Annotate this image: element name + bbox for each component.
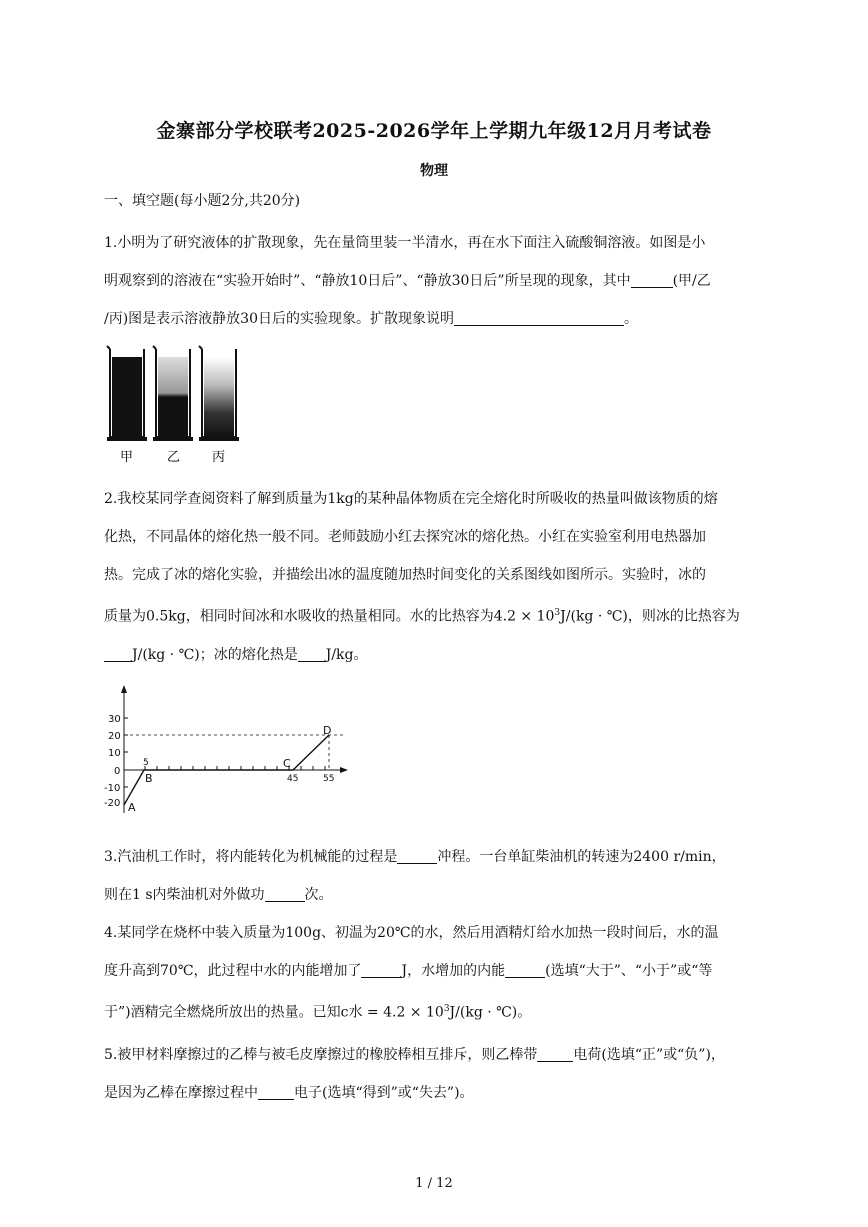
answer-blank[interactable] bbox=[454, 309, 624, 326]
y-tick: 10 bbox=[108, 748, 121, 759]
answer-blank[interactable] bbox=[298, 645, 326, 662]
label-jia: 甲 bbox=[120, 450, 134, 465]
y-tick: -20 bbox=[104, 798, 121, 809]
q2-line-3: 热。完成了冰的熔化实验，并描绘出冰的温度随加热时间变化的关系图线如图所示。实验时，冰的 bbox=[104, 567, 706, 583]
label-yi: 乙 bbox=[167, 450, 181, 465]
q3-line-2: 则在1 s内柴油机对外做功 次。 bbox=[104, 887, 333, 903]
answer-blank[interactable] bbox=[258, 1083, 294, 1100]
answer-blank[interactable] bbox=[505, 961, 545, 978]
q4-line-1: 4.某同学在烧杯中装入质量为100g、初温为20℃的水，然后用酒精灯给水加热一段时间后，水的温 bbox=[104, 925, 719, 941]
y-tick: 20 bbox=[108, 731, 121, 742]
answer-blank[interactable] bbox=[104, 645, 132, 662]
q5-line-2: 是因为乙棒在摩擦过程中 电子(选填“得到”或“失去”)。 bbox=[104, 1085, 474, 1101]
q1-line-1: 1.小明为了研究液体的扩散现象，先在量筒里装一半清水，再在水下面注入硫酸铜溶液。如图是小 bbox=[104, 235, 706, 251]
q1-line-2: 明观察到的溶液在“实验开始时”、“静放10日后”、“静放30日后”所呈现的现象，其中 (甲/乙 bbox=[104, 273, 711, 289]
cylinder-yi bbox=[153, 346, 193, 441]
q4-line-2: 度升高到70℃，此过程中水的内能增加了 J，水增加的内能 (选填“大于”、“小于”或“等 bbox=[104, 963, 713, 979]
q2-temperature-graph bbox=[100, 685, 360, 820]
exam-title: 金寨部分学校联考2025-2026学年上学期九年级12月月考试卷 bbox=[156, 120, 712, 142]
q2-line-4: 质量为0.5kg，相同时间冰和水吸收的热量相同。水的比热容为$4.2 \times 10^3J/(kg$ · ℃)，则冰的比热容为 bbox=[104, 608, 740, 625]
x-tick: 45 bbox=[287, 774, 299, 784]
point-label-c: C bbox=[283, 757, 291, 770]
subject-label: 物理 bbox=[420, 163, 448, 179]
q3-line-1: 3.汽油机工作时，将内能转化为机械能的过程是 冲程。一台单缸柴油机的转速为2400 r/min， bbox=[104, 849, 726, 865]
cylinder-bing bbox=[199, 346, 239, 441]
point-label-b: B bbox=[145, 772, 153, 785]
page-number: 1 / 12 bbox=[415, 1176, 453, 1191]
answer-blank[interactable] bbox=[361, 961, 401, 978]
answer-blank[interactable] bbox=[265, 885, 305, 902]
y-tick: -10 bbox=[104, 783, 121, 794]
y-tick: 0 bbox=[114, 766, 121, 777]
q1-cylinders-figure bbox=[104, 345, 244, 470]
question-5 bbox=[104, 1036, 768, 1112]
point-label-a: A bbox=[128, 801, 136, 814]
cylinder-jia bbox=[107, 346, 147, 441]
question-4 bbox=[104, 914, 768, 1032]
question-1 bbox=[104, 224, 768, 338]
q2-line-1: 2.我校某同学查阅资料了解到质量为1kg的某种晶体物质在完全熔化时所吸收的热量叫做该物质的熔 bbox=[104, 491, 718, 507]
q2-line-5: J/(kg · ℃)；冰的熔化热是 J/kg。 bbox=[104, 636, 768, 674]
label-bing: 丙 bbox=[212, 450, 226, 465]
answer-blank[interactable] bbox=[397, 847, 437, 864]
q4-line-3: 于”)酒精完全燃烧所放出的热量。已知c水 = $4.2 \times 10^3J/(kg$ · ℃)。 bbox=[104, 1004, 532, 1021]
question-2 bbox=[104, 480, 768, 674]
x-tick: 55 bbox=[323, 774, 335, 784]
point-label-d: D bbox=[323, 724, 332, 737]
y-tick: 30 bbox=[108, 714, 121, 725]
question-3 bbox=[104, 838, 768, 914]
q2-line-2: 化热，不同晶体的熔化热一般不同。老师鼓励小红去探究冰的熔化热。小红在实验室利用电热器加 bbox=[104, 529, 706, 545]
q1-line-3: /丙)图是表示溶液静放30日后的实验现象。扩散现象说明 。 bbox=[104, 311, 638, 327]
answer-blank[interactable] bbox=[537, 1045, 573, 1062]
answer-blank[interactable] bbox=[631, 271, 673, 288]
q5-line-1: 5.被甲材料摩擦过的乙棒与被毛皮摩擦过的橡胶棒相互排斥，则乙棒带 电荷(选填“正”或“负”)， bbox=[104, 1047, 725, 1063]
x-tick: 5 bbox=[143, 758, 149, 768]
section-heading: 一、填空题(每小题2分,共20分) bbox=[104, 193, 301, 209]
